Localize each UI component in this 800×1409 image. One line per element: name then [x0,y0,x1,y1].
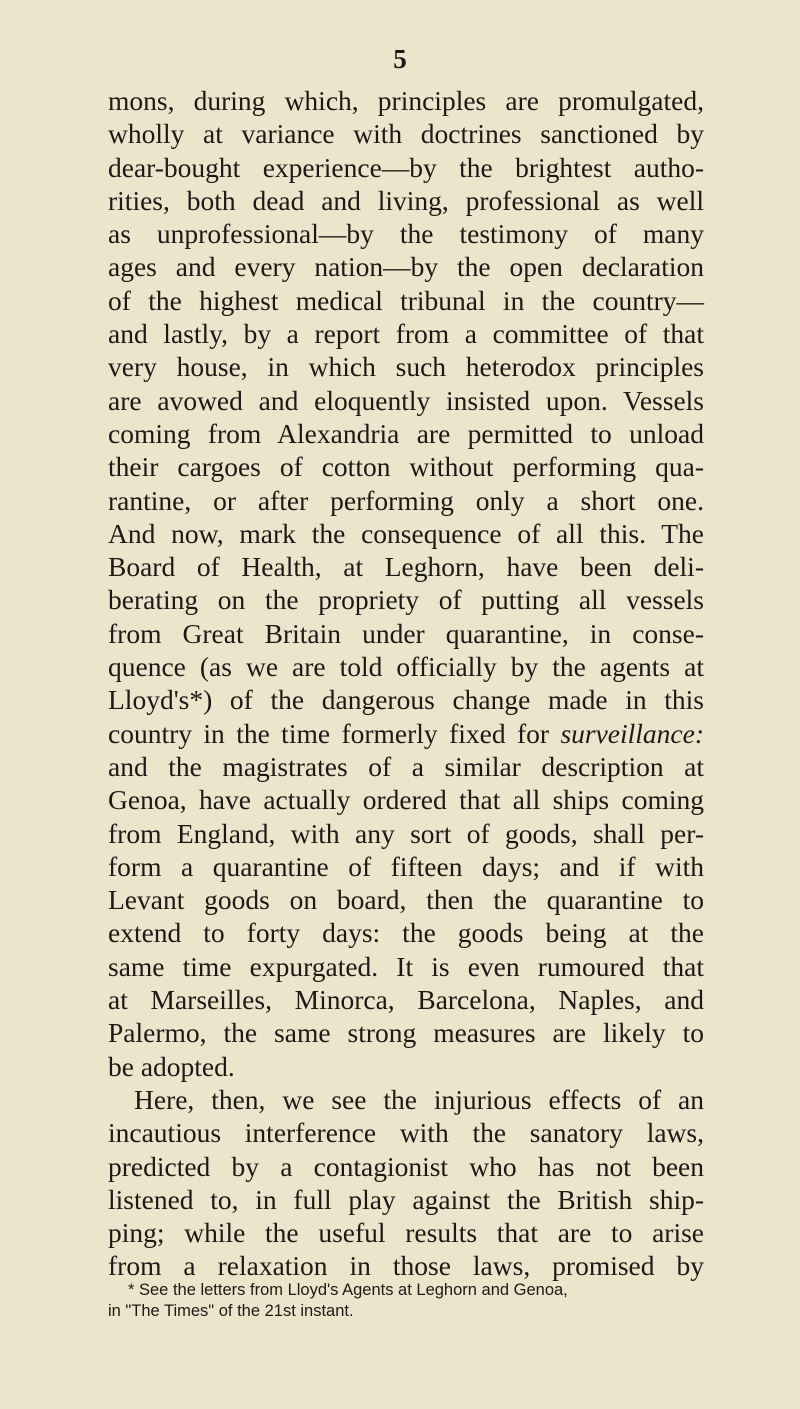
footnote [108,1280,704,1322]
text-line: their cargoes of cotton without performing qua- [108,451,704,483]
text-line: predicted by a contagionist who has not been [108,1150,704,1182]
text-line: listened to, in full play against the British ship- [108,1183,704,1215]
text-line: from Great Britain under quarantine, in conse- [108,617,704,649]
text-line: Board of Health, at Leghorn, have been deli- [108,551,704,583]
page-number: 5 [393,44,407,74]
text-line: incautious interference with the sanatory laws, [108,1117,704,1149]
text-line-prefix: country in the time formerly fixed for [108,717,561,749]
footnote-line: in "The Times" of the 21st instant. [108,1302,354,1320]
text-line: quence (as we are told officially by the agents at [108,651,704,683]
text-line: rities, both dead and living, professional as well [108,184,704,216]
text-line: from a relaxation in those laws, promised by [108,1250,704,1282]
text-line: form a quarantine of fifteen days; and if with [108,850,704,882]
italic-word: surveillance: [560,717,704,749]
text-line: be adopted. [108,1050,235,1082]
text-line: very house, in which such heterodox principles [108,351,704,383]
text-line: wholly at variance with doctrines sanctioned by [108,118,704,150]
text-line: Levant goods on board, then the quarantine to [108,884,704,916]
text-line: dear-bought experience—by the brightest autho- [108,151,704,183]
text-line: berating on the propriety of putting all vessels [108,584,704,616]
body-text [108,84,704,1283]
text-line: at Marseilles, Minorca, Barcelona, Naples, and [108,984,704,1016]
text-line: same time expurgated. It is even rumoured that [108,950,704,982]
text-line-surveillance [108,717,704,750]
text-line: coming from Alexandria are permitted to unload [108,417,704,449]
text-line: Lloyd's*) of the dangerous change made in this [108,684,704,716]
text-line: And now, mark the consequence of all this. The [108,517,704,549]
text-line: Genoa, have actually ordered that all ships coming [108,784,704,816]
text-line: and the magistrates of a similar description at [108,750,704,782]
text-line: ages and every nation—by the open declaration [108,251,704,283]
text-line: of the highest medical tribunal in the country— [108,284,704,316]
text-line: extend to forty days: the goods being at the [108,917,704,949]
text-line: mons, during which, principles are promulgated, [108,85,704,116]
text-line: rantine, or after performing only a short one. [108,484,704,516]
text-line: Palermo, the same strong measures are likely to [108,1017,704,1049]
text-line: as unprofessional—by the testimony of many [108,218,704,250]
text-line: from England, with any sort of goods, shall per- [108,817,704,849]
footnote-line: * See the letters from Lloyd's Agents at Leghorn and Genoa, [128,1281,568,1299]
text-line: Here, then, we see the injurious effects of an [134,1083,704,1115]
text-line: are avowed and eloquently insisted upon. Vessels [108,384,704,416]
text-line: ping; while the useful results that are to arise [108,1217,704,1249]
text-line: and lastly, by a report from a committee of that [108,318,704,350]
